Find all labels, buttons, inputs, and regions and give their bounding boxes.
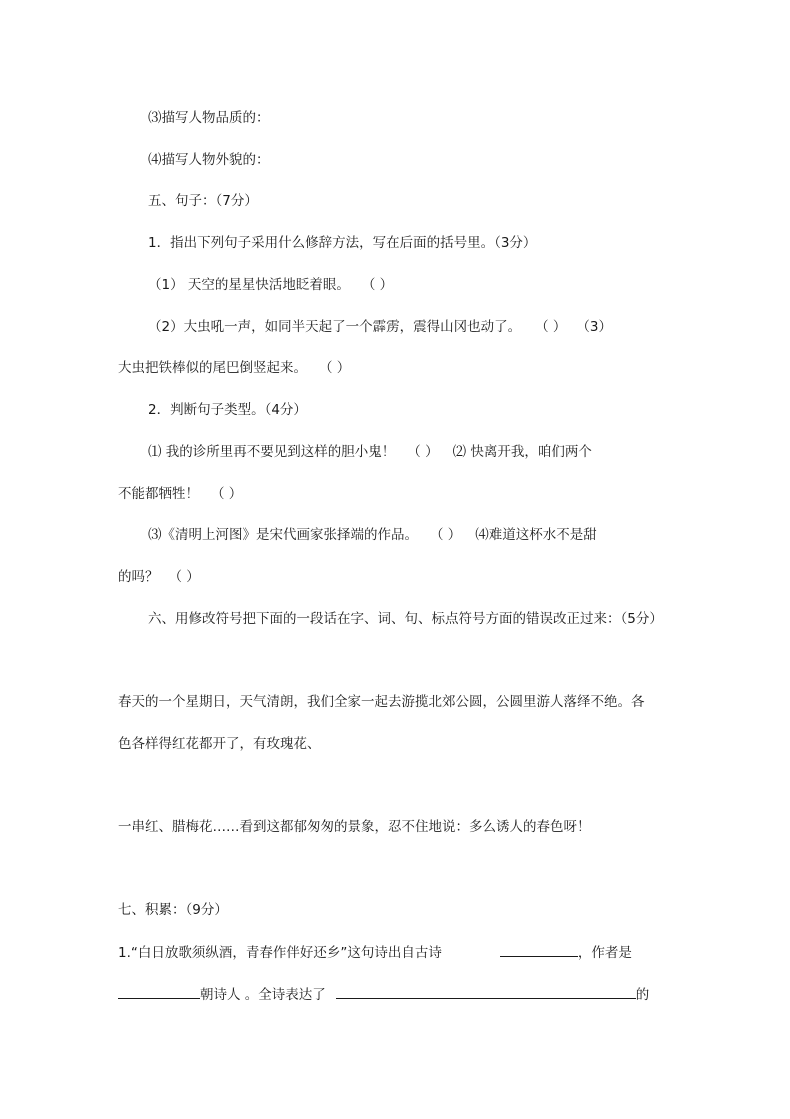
sentence-5-2-2	[118, 484, 242, 504]
question-text: 1.“白日放歌须纵酒，青春作伴好还乡”这句诗出自古诗	[118, 945, 442, 961]
sentence-text: （2）大虫吼一声，如同半天起了一个霹雳，震得山冈也动了。	[148, 319, 522, 335]
section-7-heading: 七、积累：（9分）	[118, 902, 228, 918]
sentence-text: ⑵ 快离开我，咱们两个	[452, 444, 592, 460]
sentence-text: （1） 天空的星星快活地眨着眼。	[148, 277, 350, 293]
item-3-character-quality: ⑶描写人物品质的：	[148, 110, 270, 126]
question-5-2-title: 2．判断句子类型。（4分）	[148, 402, 307, 418]
answer-paren: （ ）	[319, 360, 351, 376]
answer-paren: （ ）	[168, 569, 200, 585]
question-text: 朝诗人 。全诗表达了	[200, 987, 326, 1003]
paragraph-line-2: 色各样得红花都开了，有玫瑰花、	[118, 736, 321, 752]
sentence-text: ⑷难道这杯水不是甜	[475, 527, 597, 543]
answer-paren: （ ）	[407, 444, 439, 460]
question-5-1-title: 1．指出下列句子采用什么修辞方法，写在后面的括号里。（3分）	[148, 235, 537, 251]
paragraph-line-3: 一串红、腊梅花……看到这都郁匆匆的景象，忍不住地说：多么诱人的春色呀！	[118, 819, 591, 835]
sentence-label: （3）	[576, 319, 612, 335]
sentence-text: 不能都牺牲！	[118, 486, 199, 502]
sentence-text: ⑴ 我的诊所里再不要见到这样的胆小鬼！	[148, 444, 396, 460]
answer-blank-theme[interactable]	[336, 984, 636, 999]
sentence-5-2-4	[118, 567, 200, 587]
sentence-5-2-3	[148, 525, 597, 545]
section-5-heading: 五、句子：（7分）	[148, 193, 258, 209]
answer-blank-poem[interactable]	[500, 942, 578, 957]
question-text: ，作者是	[577, 945, 632, 961]
question-text: 的	[635, 987, 650, 1003]
answer-paren: （ ）	[430, 527, 462, 543]
question-7-1-line-2	[118, 984, 649, 1005]
sentence-5-2-1	[148, 442, 592, 462]
sentence-text: ⑶《清明上河图》是宋代画家张择端的作品。	[148, 527, 418, 543]
item-4-character-appearance: ⑷描写人物外貌的：	[148, 152, 270, 168]
question-7-1-line-1	[118, 942, 632, 963]
answer-blank-dynasty[interactable]	[118, 984, 200, 999]
answer-paren: （ ）	[361, 277, 394, 293]
sentence-5-1-3	[118, 358, 350, 378]
sentence-5-1-1	[148, 275, 393, 295]
answer-paren: （ ）	[211, 486, 243, 502]
section-6-heading: 六、用修改符号把下面的一段话在字、词、句、标点符号方面的错误改正过来：（5分）	[148, 611, 663, 627]
sentence-5-1-2	[148, 317, 612, 337]
sentence-text: 的吗？	[118, 569, 159, 585]
paragraph-line-1: 春天的一个星期日，天气清朗，我们全家一起去游揽北郊公圆，公圆里游人落绎不绝。各	[118, 694, 645, 710]
sentence-text: 大虫把铁棒似的尾巴倒竖起来。	[118, 360, 307, 376]
answer-paren: （ ）	[535, 319, 567, 335]
